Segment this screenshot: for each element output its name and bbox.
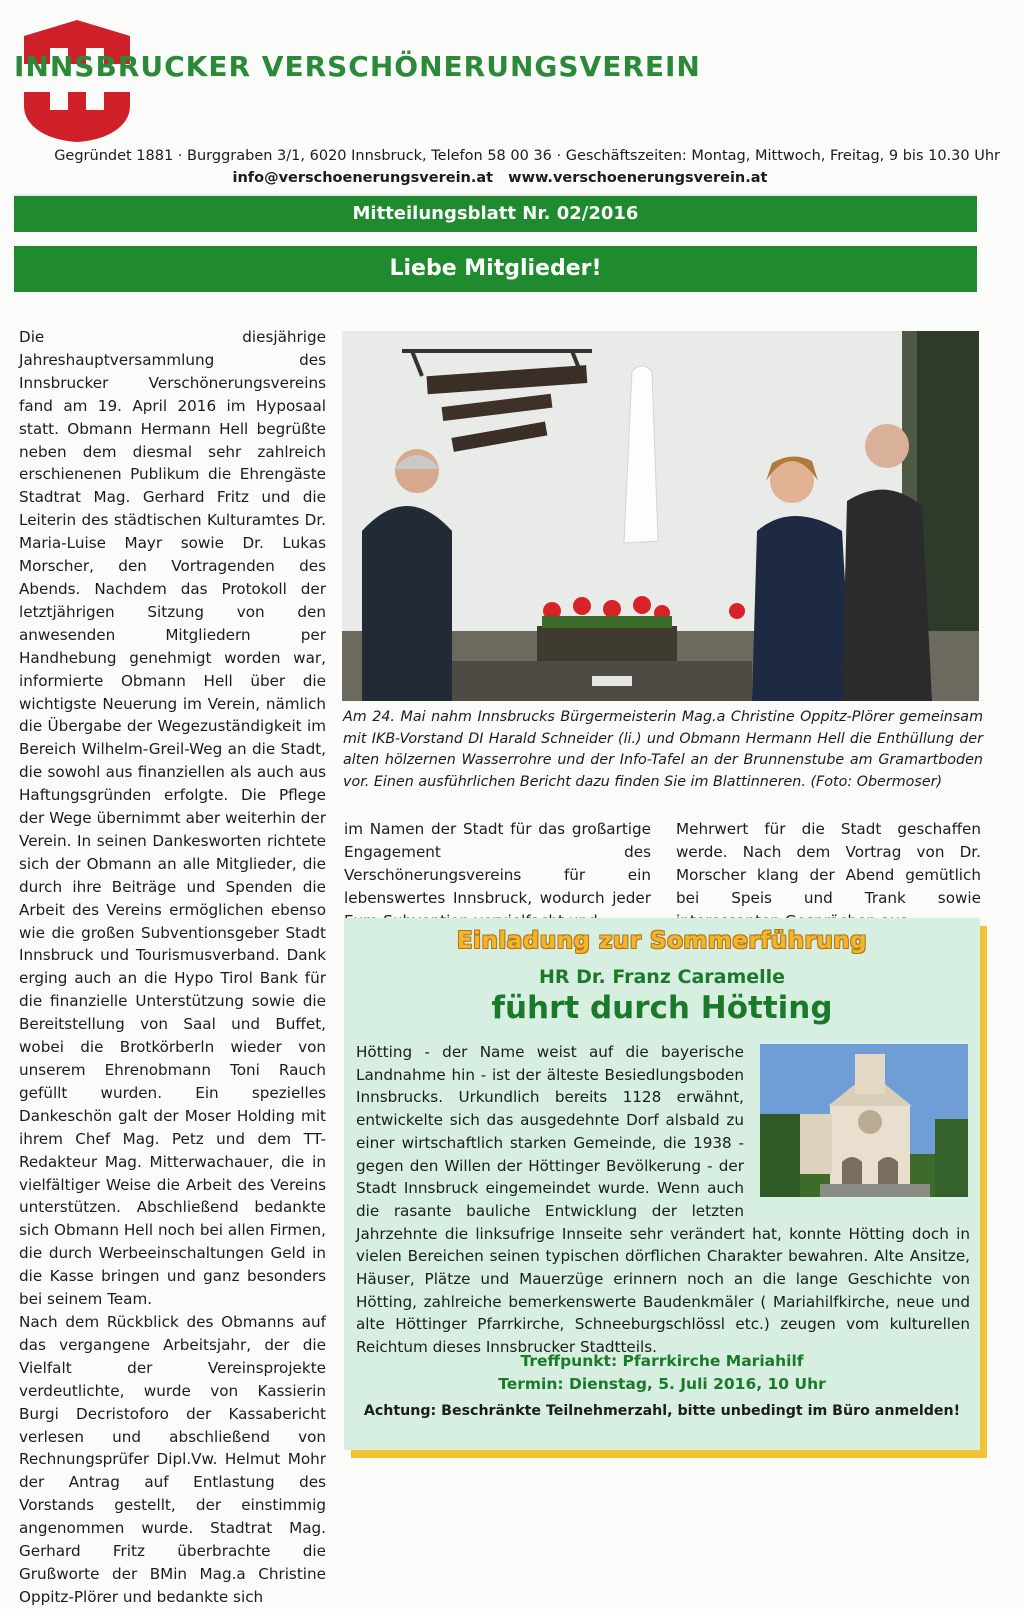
- article-paragraph: Die diesjährige Jahreshauptversammlung des Innsbrucker Verschönerungsvereins fand am 19. April 2016 im Hyposaal statt. Obmann Hermann Hell begrüßte neben dem diesmal sehr zahlreich erschienenen Publikum die Ehrengäste Stadtrat Mag. Gerhard Fritz und die Leiterin des städtischen Kulturamtes Dr. Maria-Luise Mayr sowie Dr. Lukas Morscher, den Vortragenden des Abends. Nachdem das Protokoll der letztjährigen Sitzung von den anwesenden Mitgliedern per Handhebung genehmigt worden war, informierte Obmann Hell über die wichtigste Neuerung im Verein, nämlich die Übergabe der Wegezuständigkeit im Bereich Wilhelm-Greil-Weg an die Stadt, die sowohl aus finanziellen als auch aus Haftungsgründen erfolgte. Die Pflege der Wege übernimmt aber weiterhin der Verein. In seinen Dankesworten richtete sich der Obmann an alle Mitglieder, die durch ihre Beiträge und Spenden die Arbeit des Vereins ermöglichen ebenso wie die großen Subventionsgeber Stadt Innsbruck und Tourismusverband. Dank erging auch an die Hypo Tirol Bank für die finanzielle Unterstützung sowie die Bereitstellung von Saal und Buffet, wobei die Brotkörberln wieder von unserem Ehrenobmann Toni Rauch gefüllt wurden. Ein spezielles Dankeschön galt der Moser Holding mit ihrem Chef Mag. Petz und dem TT-Redakteur Mag. Mitterwachauer, die in vielfältiger Weise die Arbeit des Vereins unterstützen. Abschließend bedankte sich Obmann Hell noch bei allen Firmen, die durch Werbeeinschaltungen Geld in die Kasse bringen und ganz besonders bei seinem Team.: [19, 328, 326, 1309]
- invitation-body-text: Hötting - der Name weist auf die bayerische Landnahme hin - ist der älteste Besiedlungsboden Innsbrucks. Urkundlich bereits 1128 erwähnt, entwickelte sich das ausgedehnte Dorf alsbald zu einer wirtschaftlich starken Gemeinde, die 1938 - gegen den Willen der Höttinger Bevölkerung - der Stadt Innsbruck eingemeindet wurde. Wenn auch die rasante bauliche Entwicklung der letzten Jahrzehnte die linksufrige Innseite sehr verändert hat, konnte Hötting doch in vielen Bereichen seinen typischen dörflichen Charakter bewahren. Alte Ansitze, Häuser, Plätze und Mauerzüge erinnern noch an die lange Geschichte von Hötting, zahlreiche bemerkenswerte Baudenkmäler ( Mariahilfkirche, neue und alte Höttinger Pfarrkirche, Schneeburgschlössl etc.) zeugen vom kulturellen Reichtum dieses Innsbrucker Stadtteils.: [356, 1043, 970, 1357]
- event-date: Termin: Dienstag, 5. Juli 2016, 10 Uhr: [498, 1375, 826, 1393]
- contact-line: Gegründet 1881 · Burggraben 3/1, 6020 Innsbruck, Telefon 58 00 36 · Geschäftszeiten: Montag, Mittwoch, Freitag, 9 bis 10.30 Uhr: [54, 148, 1000, 164]
- issue-bar: Mitteilungsblatt Nr. 02/2016: [14, 194, 977, 232]
- contact-web: [0, 170, 1000, 186]
- invitation-title: Einladung zur Sommerführung: [456, 928, 868, 954]
- invitation-body: [356, 1041, 970, 1359]
- invitation-headline: führt durch Hötting: [491, 990, 833, 1026]
- org-name: INNSBRUCKER VERSCHÖNERUNGSVEREIN: [14, 50, 701, 83]
- email-link[interactable]: info@verschoenerungsverein.at: [232, 170, 494, 186]
- meeting-point: Treffpunkt: Pfarrkirche Mariahilf: [520, 1352, 804, 1370]
- photo-caption: Am 24. Mai nahm Innsbrucks Bürgermeisterin Mag.a Christine Oppitz-Plörer gemeinsam mit IKB-Vorstand DI Harald Schneider (li.) und Obmann Hermann Hell die Enthüllung der alten hölzernen Wasserrohre und der Info-Tafel an der Brunnenstube am Gramartboden vor. Einen ausführlichen Bericht dazu finden Sie im Blattinneren. (Foto: Obermoser): [343, 709, 983, 790]
- article-column-left: [19, 326, 326, 1609]
- headline-bar: Liebe Mitglieder!: [14, 246, 977, 292]
- event-photo: [342, 331, 979, 701]
- website-link[interactable]: www.verschoenerungsverein.at: [508, 170, 768, 186]
- church-photo: [760, 1044, 968, 1197]
- invitation-subtitle: HR Dr. Franz Caramelle: [538, 966, 786, 988]
- registration-note: Achtung: Beschränkte Teilnehmerzahl, bitte unbedingt im Büro anmelden!: [363, 1403, 961, 1419]
- article-paragraph: Nach dem Rückblick des Obmanns auf das vergangene Arbeitsjahr, der die Vielfalt der Vereinsprojekte verdeutlichte, wurde von Kassierin Burgi Decristoforo der Kassabericht verlesen und abschließend von Rechnungsprüfer Dipl.Vw. Helmut Mohr der Antrag auf Entlastung des Vorstands gestellt, der einstimmig angenommen wurde. Stadtrat Mag. Gerhard Fritz überbrachte die Grußworte der BMin Mag.a Christine Oppitz-Plörer und bedankte sich: [19, 1312, 326, 1606]
- article-column-right: Mehrwert für die Stadt geschaffen werde. Nach dem Vortrag von Dr. Morscher klang der Abend gemütlich bei Speis und Trank sowie: [676, 820, 981, 907]
- article-column-middle: im Namen der Stadt für das großartige Engagement des Verschönerungsvereins für ein lebenswertes Innsbruck, wodurch jeder: [344, 820, 651, 907]
